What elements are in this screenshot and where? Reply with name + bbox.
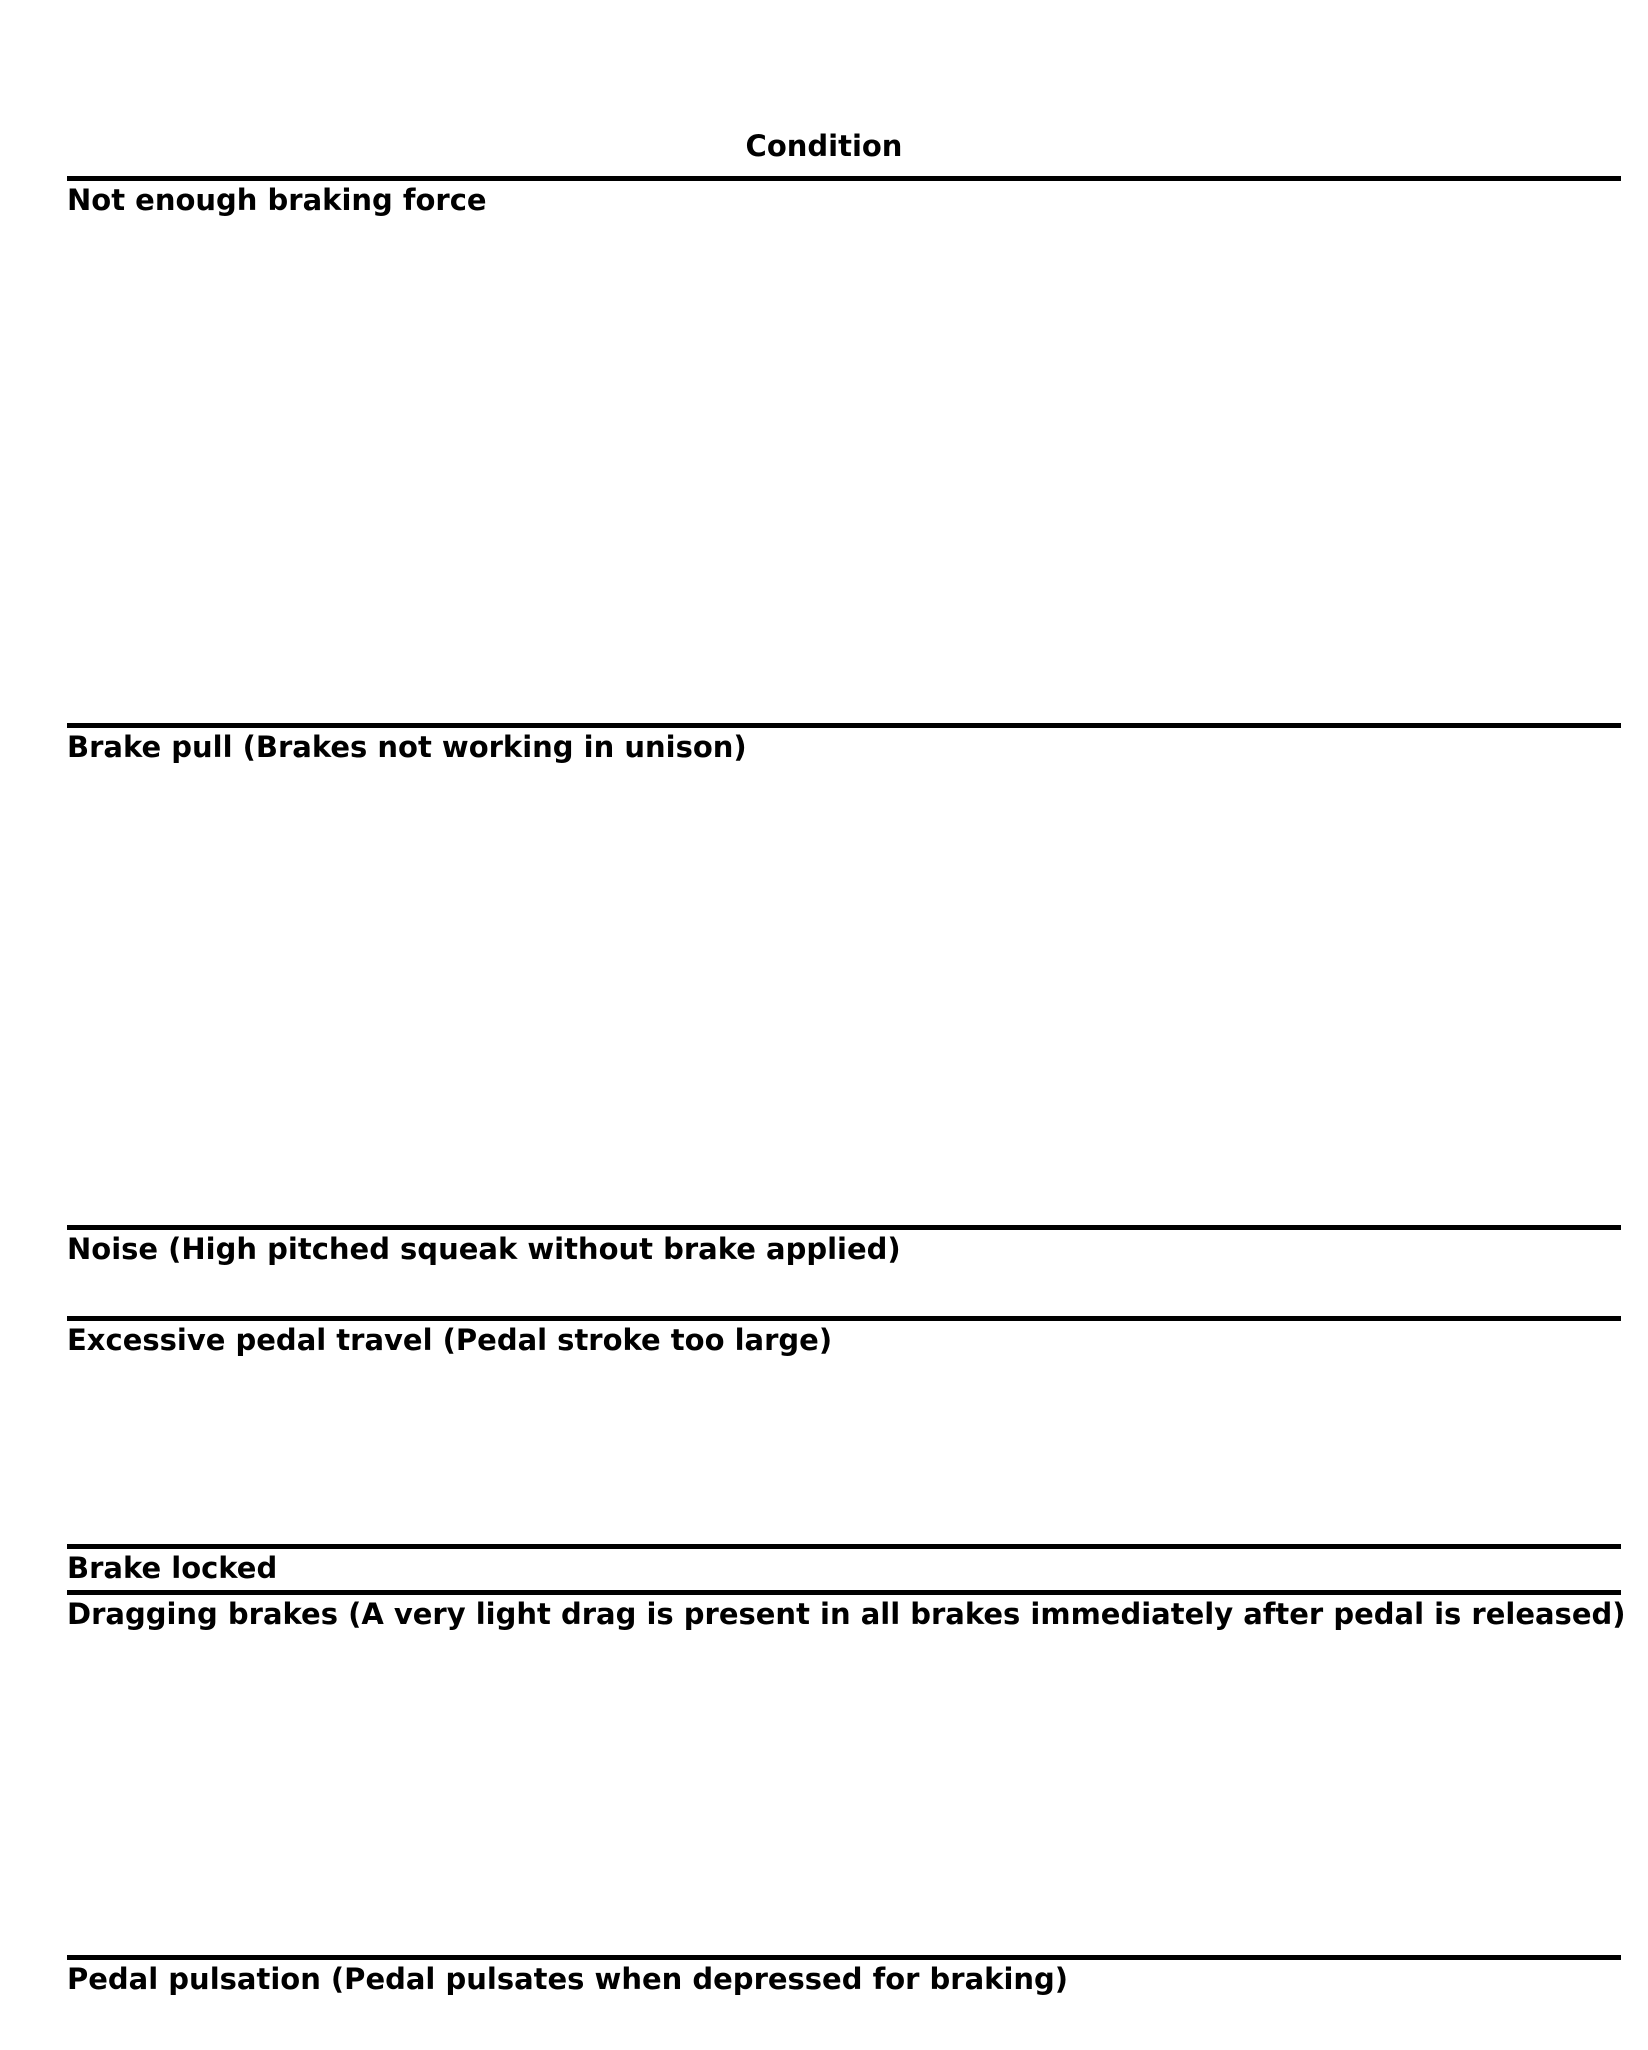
row-divider <box>67 1955 1621 1960</box>
condition-column-header: Condition <box>745 129 903 163</box>
row-divider <box>67 723 1621 728</box>
row-divider <box>67 1590 1621 1595</box>
condition-row-label: Brake locked <box>67 1551 278 1585</box>
condition-row-label: Noise (High pitched squeak without brake applied) <box>67 1232 901 1266</box>
row-divider <box>67 1544 1621 1549</box>
condition-row-label: Not enough braking force <box>67 183 487 217</box>
row-divider <box>67 1225 1621 1230</box>
condition-row-label: Brake pull (Brakes not working in unison) <box>67 730 747 764</box>
condition-row-label: Excessive pedal travel (Pedal stroke too large) <box>67 1323 833 1357</box>
header-rule <box>67 176 1621 181</box>
row-divider <box>67 1316 1621 1321</box>
condition-row-label: Dragging brakes (A very light drag is present in all brakes immediately after pedal is released) <box>67 1597 1626 1631</box>
condition-row-label: Pedal pulsation (Pedal pulsates when depressed for braking) <box>67 1962 1069 1996</box>
